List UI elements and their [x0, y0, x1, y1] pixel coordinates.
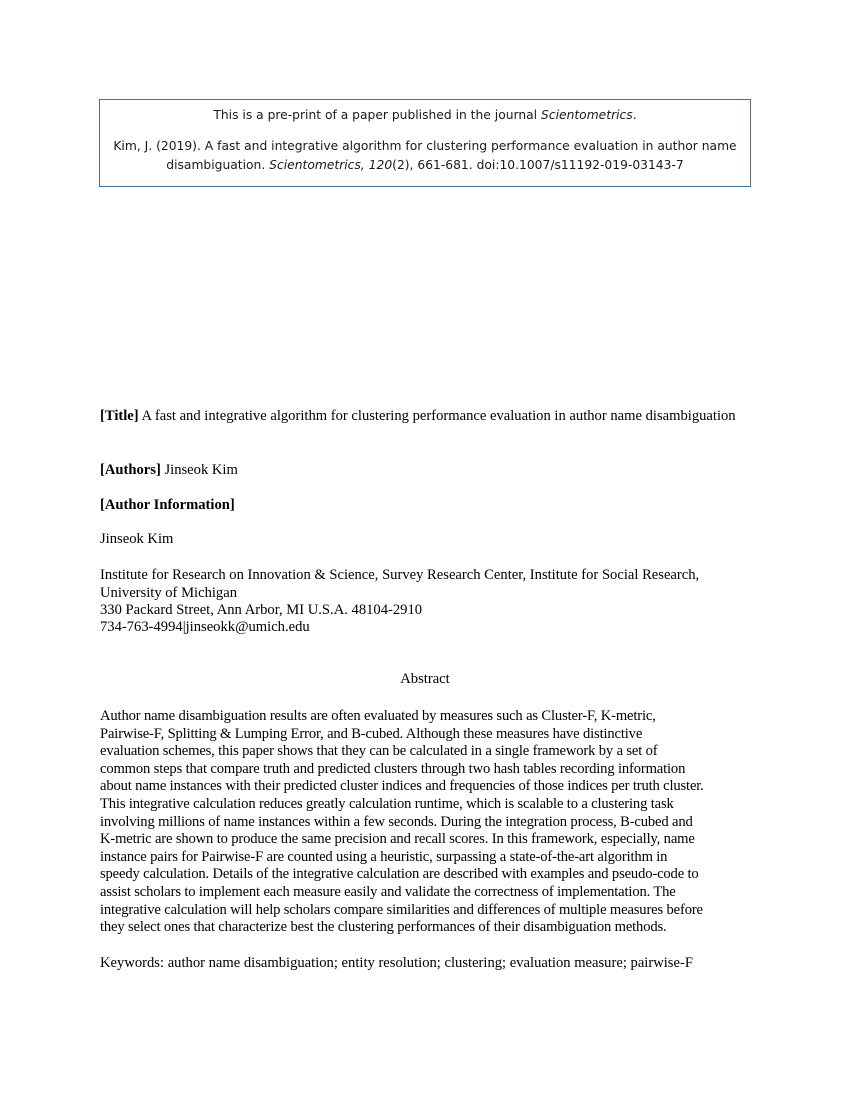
abstract-line: about name instances with their predicted cluster indices and frequencies of those indices per truth cluster. [100, 778, 704, 795]
keywords: Keywords: author name disambiguation; entity resolution; clustering; evaluation measure; pairwise-F [100, 955, 693, 971]
author-affiliation: Institute for Research on Innovation & Science, Survey Research Center, Institute for Social Research, University of Michigan [100, 567, 700, 601]
preprint-notice-line: This is a pre-print of a paper published in the journal Scientometrics. [213, 108, 637, 122]
abstract-line: common steps that compare truth and predicted clusters through two hash tables recording information [100, 760, 686, 777]
abstract-line: they select ones that characterize best the clustering performances of their disambiguation methods. [100, 919, 667, 936]
abstract-line: K-metric are shown to produce the same precision and recall scores. In this framework, especially, name [100, 831, 695, 848]
paper-title: [Title] A fast and integrative algorithm for clustering performance evaluation in author name disambiguation [100, 408, 736, 424]
abstract-line: instance pairs for Pairwise-F are counted using a heuristic, surpassing a state-of-the-art algorithm in [100, 848, 668, 865]
citation-journal-volume: Scientometrics, 120 [269, 158, 393, 172]
author-address: 330 Packard Street, Ann Arbor, MI U.S.A. 48104-2910 [100, 602, 423, 618]
abstract-line: evaluation schemes, this paper shows that they can be calculated in a single framework by a set of [100, 743, 658, 760]
abstract-line: assist scholars to implement each measure easily and validate the correctness of implementation. The [100, 883, 676, 900]
citation: Kim, J. (2019). A fast and integrative algorithm for clustering performance evaluation in author name disambiguation. Scientometrics, 120(2), 661-681. doi:10.1007/s11192-019-03143-7 [113, 139, 737, 172]
abstract-line: This integrative calculation reduces greatly calculation runtime, which is scalable to a clustering task [100, 795, 674, 812]
preprint-notice-box [99, 99, 751, 187]
author-contact: 734-763-4994|jinseokk@umich.edu [100, 619, 310, 635]
author-name: Jinseok Kim [100, 531, 174, 547]
abstract-line: involving millions of name instances within a few seconds. During the integration process, B-cubed and [100, 813, 693, 830]
abstract-body [100, 708, 752, 937]
abstract-heading: Abstract [400, 671, 450, 687]
abstract-line: Author name disambiguation results are often evaluated by measures such as Cluster-F, K-metric, [100, 708, 656, 724]
authors-line: [Authors] Jinseok Kim [100, 462, 238, 478]
abstract-line: Pairwise-F, Splitting & Lumping Error, and B-cubed. Although these measures have distinctive [100, 725, 643, 742]
abstract-line: speedy calculation. Details of the integrative calculation are described with examples and pseudo-code to [100, 866, 699, 883]
author-information-heading: [Author Information] [100, 497, 235, 513]
journal-name: Scientometrics [541, 108, 633, 122]
abstract-line: integrative calculation will help scholars compare similarities and differences of multiple measures before [100, 901, 703, 918]
